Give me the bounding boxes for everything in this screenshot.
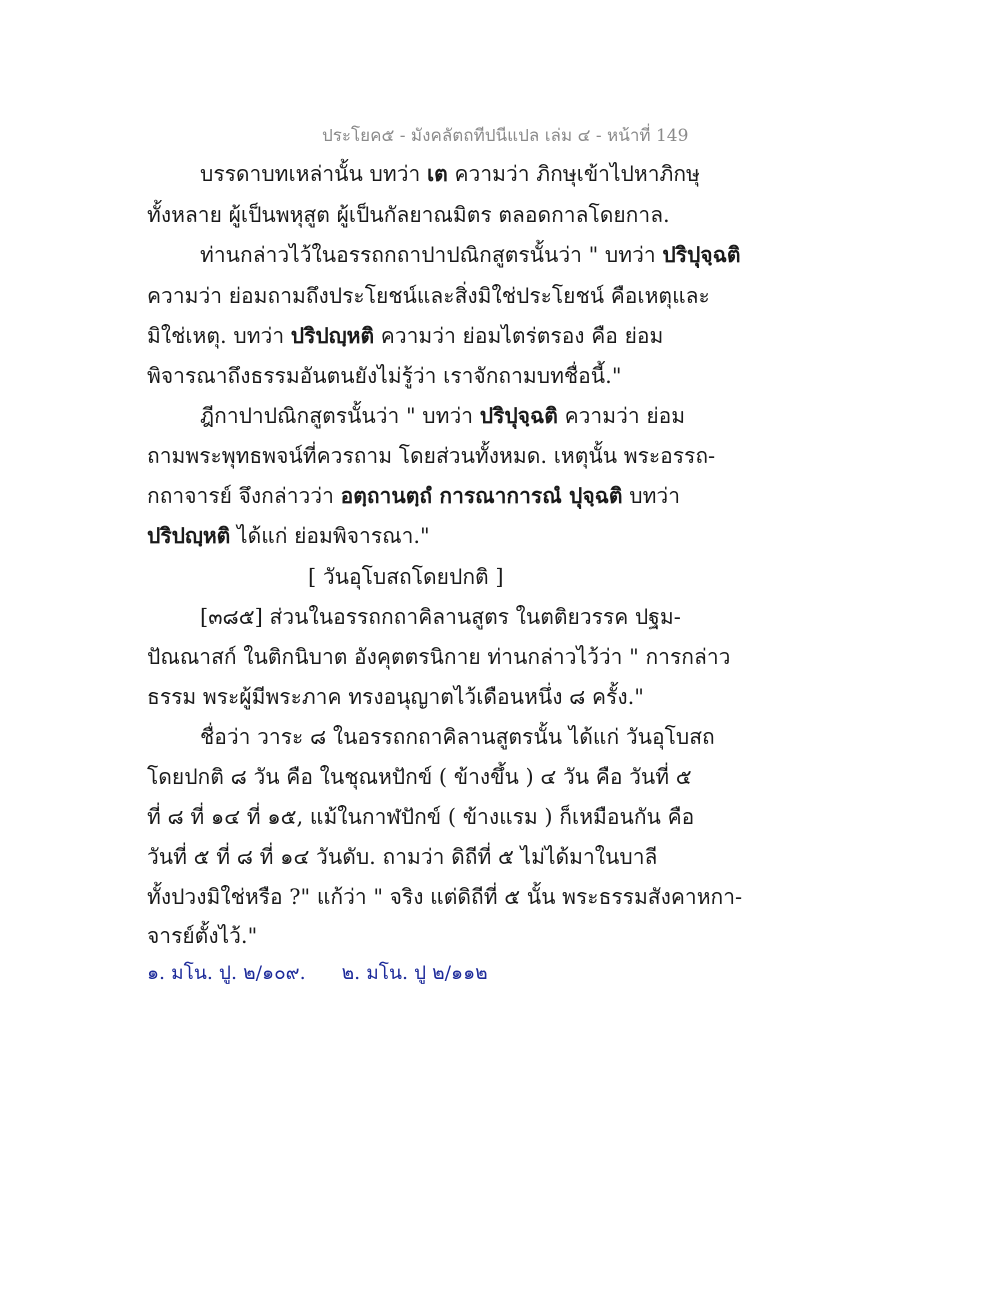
paragraph-2-line-4: พิจารณาถึงธรรมอันตนยังไม่รู้ว่า เราจักถามบทชื่อนี้." — [147, 364, 622, 388]
paragraph-1-line-1 — [200, 160, 700, 188]
bold-term: ปริปุจฺฉติ — [479, 403, 558, 428]
paragraph-5-line-3: ที่ ๘ ที่ ๑๔ ที่ ๑๕, แม้ในกาฬปักข์ ( ข้างแรม ) ก็เหมือนกัน คือ — [147, 805, 695, 829]
paragraph-3-line-1 — [200, 402, 685, 430]
paragraph-5-line-6: จารย์ตั้งไว้." — [147, 924, 258, 948]
bold-term: ปริปญฺหติ — [147, 523, 231, 548]
paragraph-5-line-2: โดยปกติ ๘ วัน คือ ในชุณหปักข์ ( ข้างขึ้น ) ๔ วัน คือ วันที่ ๕ — [147, 765, 692, 789]
footnote-2: ๒. มโน. ปู ๒/๑๑๒ — [341, 962, 488, 984]
bold-term: ปริปุจฺฉติ — [662, 242, 741, 267]
paragraph-5-line-5: ทั้งปวงมิใช่หรือ ?" แก้ว่า " จริง แต่ดิถีที่ ๕ นั้น พระธรรมสังคาหกา- — [147, 885, 743, 909]
bold-term: เต — [427, 161, 448, 186]
page-header: ประโยค๕ - มังคลัตถทีปนีแปล เล่ม ๔ - หน้าที่ 149 — [322, 126, 689, 146]
bold-term: อตฺถานตฺถํ การณาการณํ ปุจฺฉติ — [340, 483, 623, 508]
paragraph-2-line-2: ความว่า ย่อมถามถึงประโยชน์และสิ่งมิใช่ประโยชน์ คือเหตุและ — [147, 284, 710, 308]
text-run: บรรดาบทเหล่านั้น บทว่า — [200, 162, 427, 186]
text-run: ฎีกาปาปณิกสูตรนั้นว่า " บทว่า — [200, 404, 480, 428]
paragraph-3-line-4 — [147, 522, 430, 550]
section-heading: [ วันอุโบสถโดยปกติ ] — [308, 565, 504, 589]
footnote-1: ๑. มโน. ปู. ๒/๑๐๙. — [147, 962, 306, 984]
text-run: ได้แก่ ย่อมพิจารณา." — [230, 524, 430, 548]
paragraph-2-line-3 — [147, 322, 663, 350]
paragraph-3-line-3 — [147, 482, 680, 510]
text-run: มิใช่เหตุ. บทว่า — [147, 324, 291, 348]
paragraph-3-line-2: ถามพระพุทธพจน์ที่ควรถาม โดยส่วนทั้งหมด. เหตุนั้น พระอรรถ- — [147, 444, 716, 468]
text-run: ท่านกล่าวไว้ในอรรถกถาปาปณิกสูตรนั้นว่า " บทว่า — [200, 243, 663, 267]
text-run: บทว่า — [622, 484, 681, 508]
bold-term: ปริปญฺหติ — [290, 323, 375, 348]
text-run: ความว่า ย่อม — [557, 404, 686, 428]
paragraph-2-line-1 — [200, 241, 741, 269]
paragraph-1-line-2: ทั้งหลาย ผู้เป็นพหุสูต ผู้เป็นกัลยาณมิตร ตลอดกาลโดยกาล. — [147, 203, 670, 227]
paragraph-4-line-1: [๓๘๕] ส่วนในอรรถกถาคิลานสูตร ในตติยวรรค ปฐม- — [200, 605, 681, 629]
text-run: ความว่า ย่อมไตร่ตรอง คือ ย่อม — [374, 324, 664, 348]
paragraph-4-line-2: ปัณณาสก์ ในติกนิบาต อังคุตตรนิกาย ท่านกล่าวไว้ว่า " การกล่าว — [147, 645, 731, 669]
footnotes — [147, 958, 524, 988]
text-run: กถาจารย์ จึงกล่าวว่า — [147, 484, 341, 508]
paragraph-5-line-4: วันที่ ๕ ที่ ๘ ที่ ๑๔ วันดับ. ถามว่า ดิถีที่ ๕ ไม่ได้มาในบาลี — [147, 845, 658, 869]
paragraph-4-line-3: ธรรม พระผู้มีพระภาค ทรงอนุญาตไว้เดือนหนึ่ง ๘ ครั้ง." — [147, 685, 644, 709]
paragraph-5-line-1: ชื่อว่า วาระ ๘ ในอรรถกถาคิลานสูตรนั้น ได้แก่ วันอุโบสถ — [200, 725, 715, 749]
text-run: ความว่า ภิกษุเข้าไปหาภิกษุ — [447, 162, 700, 186]
